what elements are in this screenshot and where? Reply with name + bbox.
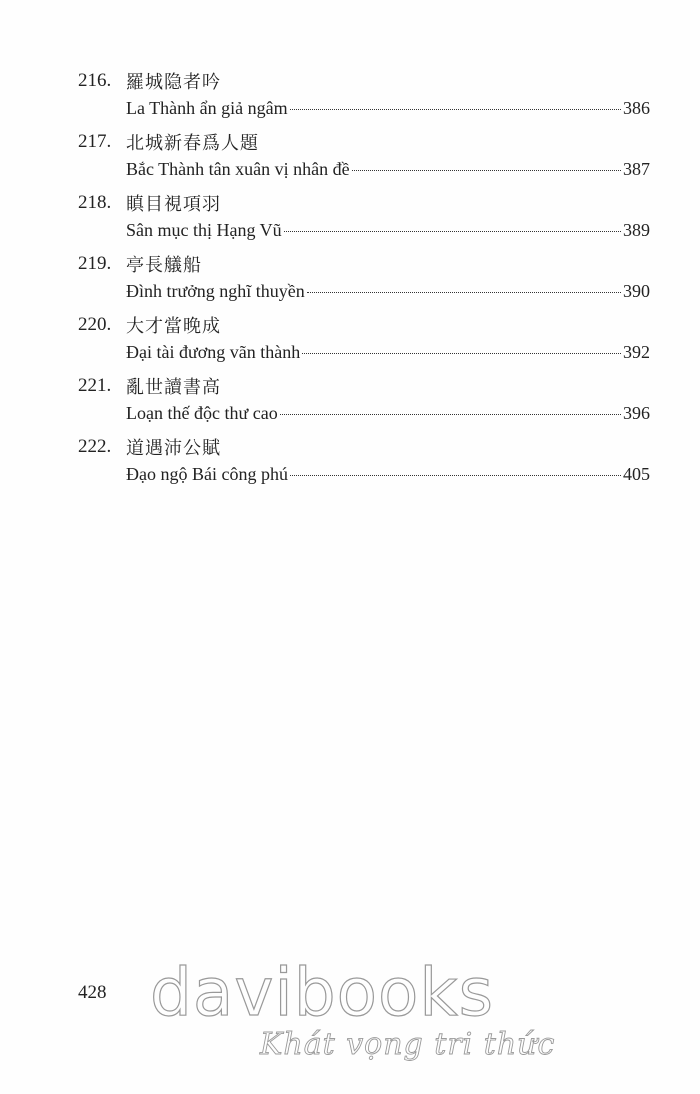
entry-hanzi-title: 瞋目視項羽 bbox=[126, 194, 221, 215]
entry-title: Bắc Thành tân xuân vị nhân đề bbox=[126, 159, 350, 179]
watermark-slogan: Khát vọng tri thức bbox=[260, 1027, 556, 1062]
entry-number: 217. bbox=[78, 131, 112, 152]
entry-number: 220. bbox=[78, 314, 112, 335]
table-of-contents bbox=[78, 66, 650, 493]
dot-leader bbox=[302, 353, 621, 354]
toc-entry-218 bbox=[78, 188, 650, 249]
entry-hanzi-title: 羅城隐者吟 bbox=[126, 72, 221, 93]
entry-number: 216. bbox=[78, 70, 112, 91]
toc-entry-221 bbox=[78, 371, 650, 432]
dot-leader bbox=[290, 109, 621, 110]
entry-hanzi-title: 北城新春爲人題 bbox=[126, 133, 259, 154]
entry-hanzi-title: 亂世讀書高 bbox=[126, 377, 221, 398]
entry-title: Đình trưởng nghĩ thuyền bbox=[126, 281, 305, 301]
entry-hanzi-title: 道遇沛公賦 bbox=[126, 438, 221, 459]
watermark-brand: davibooks bbox=[150, 954, 494, 1031]
page-number: 428 bbox=[78, 982, 107, 1003]
entry-page-number: 396 bbox=[623, 403, 650, 423]
dot-leader bbox=[290, 475, 621, 476]
dot-leader bbox=[352, 170, 621, 171]
entry-title: Đạo ngộ Bái công phú bbox=[126, 464, 288, 484]
entry-page-number: 386 bbox=[623, 98, 650, 118]
entry-number: 222. bbox=[78, 436, 112, 457]
watermark-logo bbox=[150, 954, 570, 1080]
toc-entry-219 bbox=[78, 249, 650, 310]
dot-leader bbox=[284, 231, 621, 232]
entry-page-number: 389 bbox=[623, 220, 650, 240]
entry-page-number: 390 bbox=[623, 281, 650, 301]
dot-leader bbox=[280, 414, 621, 415]
entry-title: Loạn thế độc thư cao bbox=[126, 403, 278, 423]
dot-leader bbox=[307, 292, 621, 293]
toc-entry-217 bbox=[78, 127, 650, 188]
toc-entry-216 bbox=[78, 66, 650, 127]
entry-number: 221. bbox=[78, 375, 112, 396]
entry-hanzi-title: 大才當晚成 bbox=[126, 316, 221, 337]
entry-page-number: 405 bbox=[623, 464, 650, 484]
entry-title: La Thành ẩn giả ngâm bbox=[126, 98, 288, 118]
entry-number: 219. bbox=[78, 253, 112, 274]
entry-title: Đại tài đương vãn thành bbox=[126, 342, 301, 362]
toc-entry-220 bbox=[78, 310, 650, 371]
entry-title: Sân mục thị Hạng Vũ bbox=[126, 220, 282, 240]
toc-entry-222 bbox=[78, 432, 650, 493]
entry-page-number: 387 bbox=[623, 159, 650, 179]
entry-number: 218. bbox=[78, 192, 112, 213]
entry-hanzi-title: 亭長艤船 bbox=[126, 255, 202, 276]
entry-page-number: 392 bbox=[623, 342, 650, 362]
